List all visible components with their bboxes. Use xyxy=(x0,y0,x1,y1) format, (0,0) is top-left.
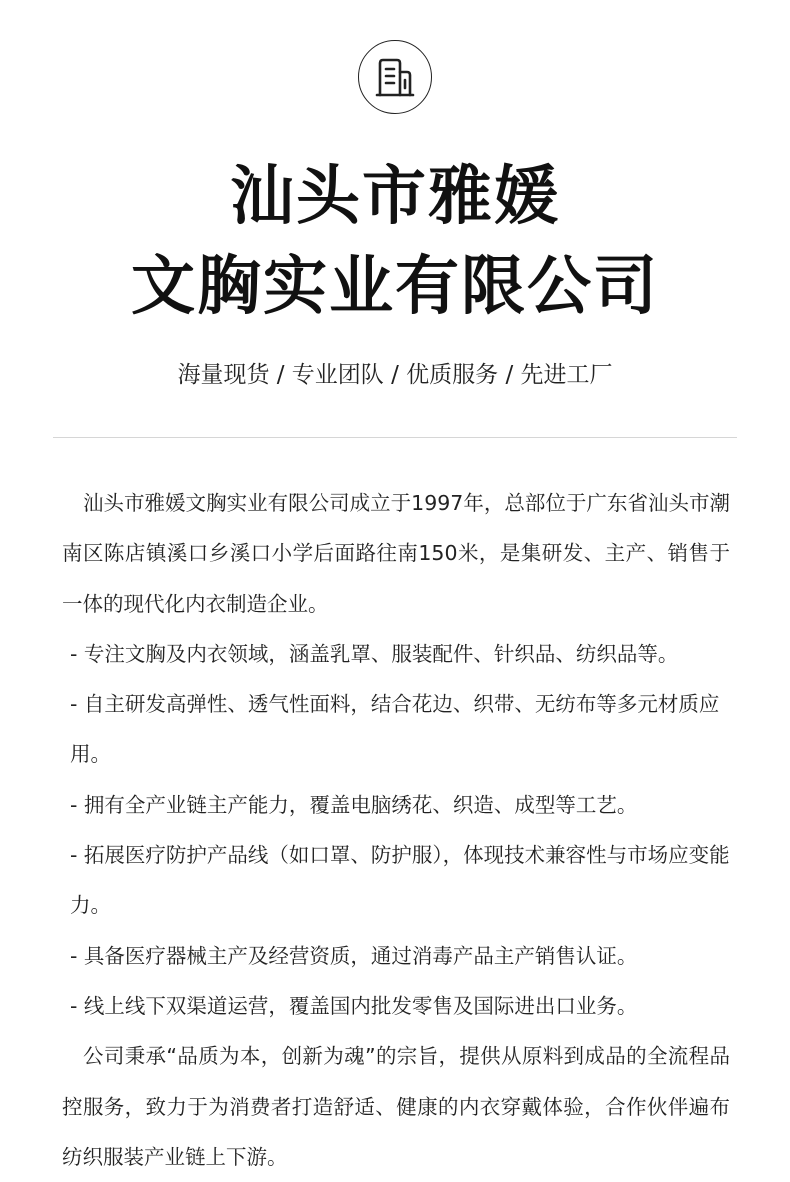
bullet-item: - 具备医疗器械主产及经营资质，通过消毒产品主产销售认证。 xyxy=(70,943,638,968)
bullet-item: - 拥有全产业链主产能力，覆盖电脑绣花、织造、成型等工艺。 xyxy=(70,792,638,817)
building-icon xyxy=(373,55,417,99)
intro-paragraph: 汕头市雅媛文胸实业有限公司成立于1997年，总部位于广东省汕头市潮南区陈店镇溪口乡溪口小学后面路往南150米，是集研发、主产、销售于一体的现代化内衣制造企业。 xyxy=(62,491,730,616)
closing-paragraph: 公司秉承“品质为本，创新为魂”的宗旨，提供从原料到成品的全流程品控服务，致力于为消费者打造舒适、健康的内衣穿戴体验，合作伙伴遍布纺织服装产业链上下游。 xyxy=(62,1044,730,1169)
bullet-item: - 自主研发高弹性、透气性面料，结合花边、织带、无纺布等多元材质应用。 xyxy=(70,692,720,767)
tagline: 海量现货 / 专业团队 / 优质服务 / 先进工厂 xyxy=(177,362,613,388)
company-logo xyxy=(358,40,432,114)
company-name xyxy=(0,152,790,332)
company-description xyxy=(62,478,730,1182)
bullet-item: - 线上线下双渠道运营，覆盖国内批发零售及国际进出口业务。 xyxy=(70,993,638,1018)
company-name-line1: 汕头市雅媛 xyxy=(230,160,560,234)
bullet-item: - 拓展医疗防护产品线（如口罩、防护服），体现技术兼容性与市场应变能力。 xyxy=(70,843,730,918)
bullet-item: - 专注文胸及内衣领域，涵盖乳罩、服装配件、针织品、纺织品等。 xyxy=(70,641,679,666)
divider xyxy=(53,437,737,438)
company-name-line2: 文胸实业有限公司 xyxy=(131,250,659,324)
